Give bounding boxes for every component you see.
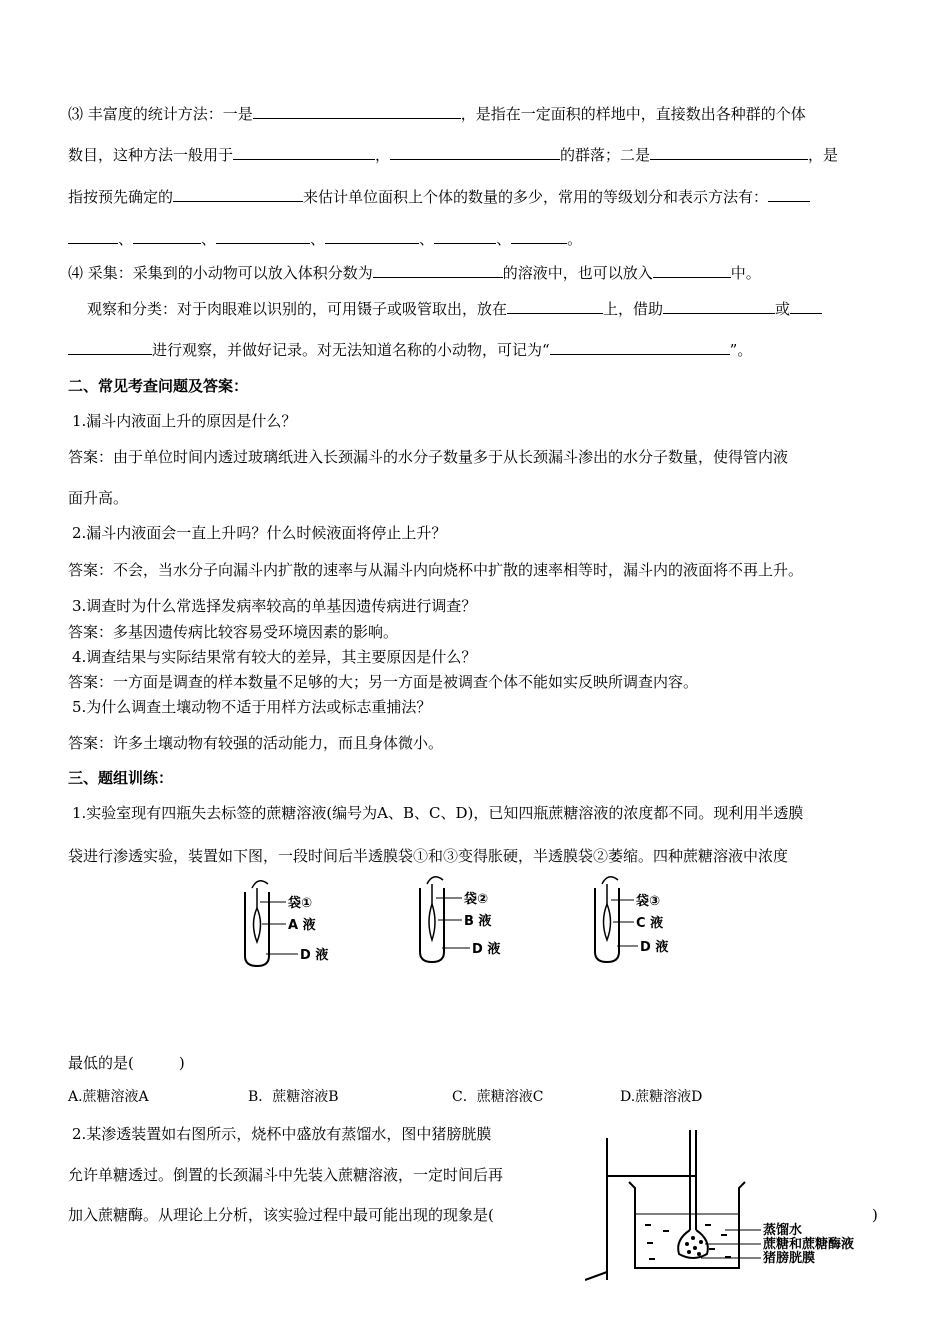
question: 3.调查时为什么常选择发病率较高的单基因遗传病进行调查？ bbox=[72, 597, 477, 615]
blank[interactable] bbox=[216, 229, 310, 244]
tube-1-bag-label: 袋① bbox=[288, 896, 313, 911]
s1-line7: 进行观察，并做好记录。对无法知道名称的小动物，可记为“ ”。 bbox=[68, 340, 752, 360]
s1-line3: 指按预先确定的 来估计单位面积上个体的数量的多少，常用的等级划分和表示方法有： bbox=[68, 187, 810, 207]
blank[interactable] bbox=[511, 229, 567, 244]
blank[interactable] bbox=[68, 229, 118, 244]
tube-3 bbox=[595, 877, 638, 962]
answer: 答案：一方面是调查的样本数量不足够的大；另一方面是被调查个体不能如实反映所调查内容。 bbox=[68, 673, 699, 691]
problem-text: 袋进行渗透实验，装置如下图，一段时间后半透膜袋①和③变得胀硬，半透膜袋②萎缩。四种蔗糖溶液中浓度 bbox=[68, 847, 789, 865]
answer: 面升高。 bbox=[68, 489, 129, 507]
blank[interactable] bbox=[390, 145, 560, 160]
label-solution: 蔗糖和蔗糖酶液 bbox=[763, 1237, 855, 1252]
problem-text: 加入蔗糖酶。从理论上分析，该实验过程中最可能出现的现象是( bbox=[68, 1206, 494, 1224]
option-d[interactable]: D.蔗糖溶液D bbox=[620, 1089, 703, 1105]
option-b[interactable]: B．蔗糖溶液B bbox=[248, 1089, 339, 1105]
blank[interactable] bbox=[233, 145, 375, 160]
tube-1-outer-label: D 液 bbox=[300, 948, 329, 963]
stand bbox=[585, 1138, 697, 1280]
blank[interactable] bbox=[650, 145, 808, 160]
blank[interactable] bbox=[325, 229, 419, 244]
blank[interactable] bbox=[550, 340, 730, 355]
problem-text: 1.实验室现有四瓶失去标签的蔗糖溶液(编号为A、B、C、D)，已知四瓶蔗糖溶液的浓度都不同。现利用半透膜 bbox=[72, 804, 804, 822]
tube-2-inner-label: B 液 bbox=[464, 914, 492, 929]
blank[interactable] bbox=[133, 229, 201, 244]
answer-paren: ) bbox=[872, 1206, 878, 1224]
section-heading: 二、常见考查问题及答案： bbox=[68, 377, 249, 395]
s1-line1: ⑶ 丰富度的统计方法：一是 ，是指在一定面积的样地中，直接数出各种群的个体 bbox=[68, 105, 806, 123]
s1-line2: 数目，这种方法一般用于 ， 的群落；二是 ，是 bbox=[68, 146, 839, 164]
tube-3-bag-label: 袋③ bbox=[636, 894, 661, 909]
label-membrane: 猪膀胱膜 bbox=[763, 1251, 816, 1266]
answer: 答案：不会，当水分子向漏斗内扩散的速率与从漏斗内向烧杯中扩散的速率相等时，漏斗内的液面将不再上升。 bbox=[68, 561, 804, 579]
osmosis-tubes-figure bbox=[230, 874, 690, 974]
tube-2-bag-label: 袋② bbox=[464, 892, 489, 907]
label-lines bbox=[701, 1230, 761, 1258]
problem-text: 2.某渗透装置如右图所示，烧杯中盛放有蒸馏水，图中猪膀胱膜 bbox=[72, 1125, 492, 1143]
s1-line6: 观察和分类：对于肉眼难以识别的，可用镊子或吸管取出，放在 上，借助 或 bbox=[87, 299, 822, 319]
blank[interactable] bbox=[68, 340, 152, 355]
blank[interactable] bbox=[790, 299, 822, 314]
tube-3-outer-label: D 液 bbox=[640, 940, 669, 955]
blank[interactable] bbox=[373, 263, 503, 278]
s1-line4: 、 、 、 、 、 。 bbox=[68, 229, 582, 249]
section-heading: 三、题组训练： bbox=[68, 769, 174, 787]
tube-1-inner-label: A 液 bbox=[288, 918, 316, 933]
beaker-funnel-figure bbox=[585, 1130, 875, 1282]
question: 5.为什么调查土壤动物不适于用样方法或标志重捕法？ bbox=[72, 698, 432, 716]
funnel-solution bbox=[685, 1236, 703, 1256]
water-dots bbox=[645, 1224, 731, 1260]
label-water: 蒸馏水 bbox=[763, 1223, 803, 1238]
problem-text: 最低的是( ) bbox=[68, 1054, 185, 1072]
answer: 答案：许多土壤动物有较强的活动能力，而且身体微小。 bbox=[68, 734, 444, 752]
tube-2-outer-label: D 液 bbox=[472, 942, 501, 957]
blank[interactable] bbox=[663, 299, 775, 314]
problem-text: 允许单糖透过。倒置的长颈漏斗中先装入蔗糖溶液，一定时间后再 bbox=[68, 1166, 504, 1184]
option-c[interactable]: C．蔗糖溶液C bbox=[452, 1089, 544, 1105]
tube-2 bbox=[420, 877, 470, 962]
option-a[interactable]: A.蔗糖溶液A bbox=[68, 1089, 149, 1105]
blank[interactable] bbox=[507, 299, 603, 314]
blank[interactable] bbox=[253, 104, 461, 119]
blank[interactable] bbox=[653, 263, 731, 278]
question: 1.漏斗内液面上升的原因是什么？ bbox=[72, 412, 297, 430]
blank[interactable] bbox=[768, 187, 810, 202]
blank[interactable] bbox=[173, 187, 303, 202]
question: 2.漏斗内液面会一直上升吗？什么时候液面将停止上升？ bbox=[72, 524, 447, 542]
tube-3-inner-label: C 液 bbox=[636, 916, 664, 931]
question: 4.调查结果与实际结果常有较大的差异，其主要原因是什么？ bbox=[72, 648, 477, 666]
answer: 答案：由于单位时间内透过玻璃纸进入长颈漏斗的水分子数量多于从长颈漏斗渗出的水分子数量，使得管内液 bbox=[68, 448, 789, 466]
blank[interactable] bbox=[434, 229, 496, 244]
s1-line5: ⑷ 采集：采集到的小动物可以放入体积分数为 的溶液中，也可以放入 中。 bbox=[68, 264, 761, 282]
answer: 答案：多基因遗传病比较容易受环境因素的影响。 bbox=[68, 623, 399, 641]
